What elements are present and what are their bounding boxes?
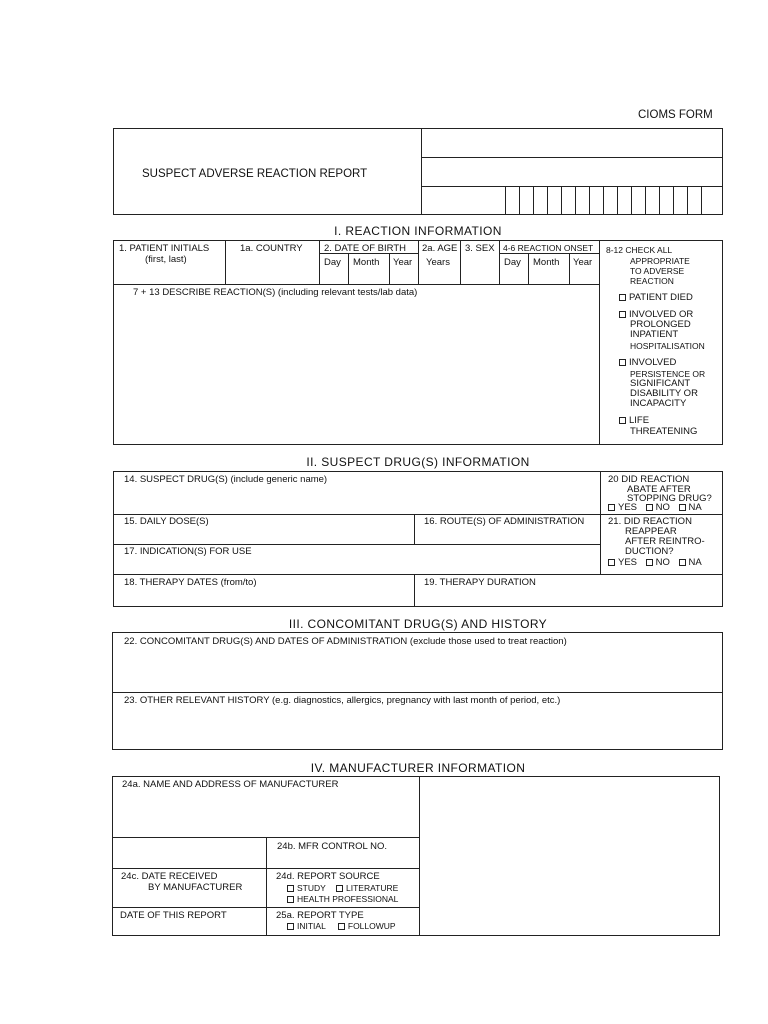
q21-line3: AFTER REINTRO- <box>625 536 705 547</box>
onset-label: 4-6 REACTION ONSET <box>503 243 594 253</box>
checkbox-life-threatening[interactable] <box>619 417 626 424</box>
report-source-options-2: HEALTH PROFESSIONAL <box>287 894 398 905</box>
suspect-drug-field[interactable] <box>114 486 599 513</box>
date-received-label: 24c. DATE RECEIVED <box>121 871 218 882</box>
q20-na-checkbox[interactable] <box>679 504 686 511</box>
name-address-label: 24a. NAME AND ADDRESS OF MANUFACTURER <box>122 779 339 790</box>
initial-checkbox[interactable] <box>287 923 294 930</box>
therapy-duration-field[interactable] <box>415 589 722 606</box>
q21-line2: REAPPEAR <box>625 526 677 537</box>
section-3-title: III. CONCOMITANT DRUG(S) AND HISTORY <box>288 617 548 631</box>
disab-line3: SIGNIFICANT <box>630 378 691 389</box>
patient-initials-label: 1. PATIENT INITIALS <box>119 243 210 254</box>
sex-label: 3. SEX <box>465 243 495 254</box>
onset-day: Day <box>504 257 521 268</box>
option-hospitalisation[interactable]: INVOLVED OR <box>619 310 693 321</box>
onset-year: Year <box>573 257 593 268</box>
q20-yes-checkbox[interactable] <box>608 504 615 511</box>
health-professional-checkbox[interactable] <box>287 896 294 903</box>
route-label: 16. ROUTE(S) OF ADMINISTRATION <box>424 516 585 527</box>
indication-field[interactable] <box>114 558 599 573</box>
sex-field[interactable] <box>461 254 498 283</box>
report-type-options: INITIAL FOLLOWUP <box>287 921 396 932</box>
life-line2: THREATENING <box>630 426 698 437</box>
manufacturer-right-field[interactable] <box>420 777 719 935</box>
dob-year: Year <box>393 257 413 268</box>
therapy-dates-field[interactable] <box>114 589 413 606</box>
check-all-line1: 8-12 CHECK ALL <box>606 245 673 255</box>
mfr-control-field[interactable] <box>267 853 418 867</box>
hosp-line2: PROLONGED <box>630 319 691 330</box>
date-received-field[interactable] <box>113 893 265 906</box>
age-field[interactable] <box>419 268 459 283</box>
daily-dose-field[interactable] <box>114 528 413 543</box>
study-checkbox[interactable] <box>287 885 294 892</box>
mfr-control-label: 24b. MFR CONTROL NO. <box>277 841 387 852</box>
dob-month: Month <box>353 257 380 268</box>
option-disability[interactable]: INVOLVED <box>619 358 676 369</box>
q21-line4: DUCTION? <box>625 546 674 557</box>
report-source-options-1: STUDY LITERATURE <box>287 883 398 894</box>
onset-field[interactable] <box>500 268 598 283</box>
check-all-line4: REACTION <box>630 276 674 286</box>
onset-month: Month <box>533 257 560 268</box>
date-of-report-label: DATE OF THIS REPORT <box>120 910 227 921</box>
history-field[interactable] <box>113 707 722 749</box>
q21-yes-checkbox[interactable] <box>608 559 615 566</box>
dob-field[interactable] <box>320 268 418 283</box>
section-1-title: I. REACTION INFORMATION <box>334 224 502 238</box>
q20-line1: 20 DID REACTION <box>608 474 690 485</box>
country-label: 1a. COUNTRY <box>240 243 303 254</box>
describe-reaction-label: 7 + 13 DESCRIBE REACTION(S) (including relevant tests/lab data) <box>133 287 418 298</box>
concomitant-label: 22. CONCOMITANT DRUG(S) AND DATES OF ADMINISTRATION (exclude those used to treat reaction) <box>124 636 567 647</box>
date-received-label-2: BY MANUFACTURER <box>148 882 243 893</box>
patient-initials-field[interactable] <box>114 264 224 283</box>
check-all-line3: TO ADVERSE <box>630 266 685 276</box>
option-life-threatening[interactable]: LIFE <box>619 416 649 427</box>
indication-label: 17. INDICATION(S) FOR USE <box>124 546 252 557</box>
report-source-label: 24d. REPORT SOURCE <box>276 871 380 882</box>
hosp-line4: HOSPITALISATION <box>630 341 705 351</box>
disab-line5: INCAPACITY <box>630 398 687 409</box>
dob-day: Day <box>324 257 341 268</box>
checkbox-hospitalisation[interactable] <box>619 311 626 318</box>
q21-options: YES NO NA <box>608 557 702 568</box>
section-4-title: IV. MANUFACTURER INFORMATION <box>310 761 526 775</box>
header-field-1[interactable] <box>422 129 722 156</box>
q20-line2: ABATE AFTER <box>627 484 691 495</box>
header-field-2[interactable] <box>422 158 722 185</box>
q20-line3: STOPPING DRUG? <box>627 493 712 504</box>
therapy-duration-label: 19. THERAPY DURATION <box>424 577 536 588</box>
report-title: SUSPECT ADVERSE REACTION REPORT <box>142 168 368 180</box>
route-field[interactable] <box>415 528 599 543</box>
therapy-dates-label: 18. THERAPY DATES (from/to) <box>124 577 257 588</box>
disab-line2: PERSISTENCE OR <box>630 369 706 379</box>
q21-na-checkbox[interactable] <box>679 559 686 566</box>
describe-reaction-field[interactable] <box>114 300 598 444</box>
report-type-label: 25a. REPORT TYPE <box>276 910 364 921</box>
country-field[interactable] <box>226 254 318 283</box>
checkbox-patient-died[interactable] <box>619 294 626 301</box>
history-label: 23. OTHER RELEVANT HISTORY (e.g. diagnostics, allergics, pregnancy with last month of period, etc.) <box>124 695 561 706</box>
q20-options: YES NO NA <box>608 502 702 513</box>
age-years: Years <box>426 257 450 268</box>
q20-no-checkbox[interactable] <box>646 504 653 511</box>
dob-label: 2. DATE OF BIRTH <box>324 243 406 254</box>
patient-initials-sub: (first, last) <box>145 254 187 265</box>
q21-no-checkbox[interactable] <box>646 559 653 566</box>
concomitant-field[interactable] <box>113 648 722 691</box>
checkbox-disability[interactable] <box>619 359 626 366</box>
option-patient-died[interactable]: PATIENT DIED <box>619 293 693 304</box>
hosp-line3: INPATIENT <box>630 329 679 340</box>
age-label: 2a. AGE <box>422 243 458 254</box>
daily-dose-label: 15. DAILY DOSE(S) <box>124 516 209 527</box>
disab-line4: DISABILITY OR <box>630 388 698 399</box>
section-2-title: II. SUSPECT DRUG(S) INFORMATION <box>306 455 530 469</box>
literature-checkbox[interactable] <box>336 885 343 892</box>
name-address-field[interactable] <box>113 791 418 836</box>
form-name: CIOMS FORM <box>638 109 713 121</box>
date-of-report-field[interactable] <box>113 922 265 935</box>
q21-line1: 21. DID REACTION <box>608 516 692 527</box>
check-all-line2: APPROPRIATE <box>630 256 690 266</box>
followup-checkbox[interactable] <box>338 923 345 930</box>
suspect-drug-label: 14. SUSPECT DRUG(S) (include generic name) <box>124 474 328 485</box>
